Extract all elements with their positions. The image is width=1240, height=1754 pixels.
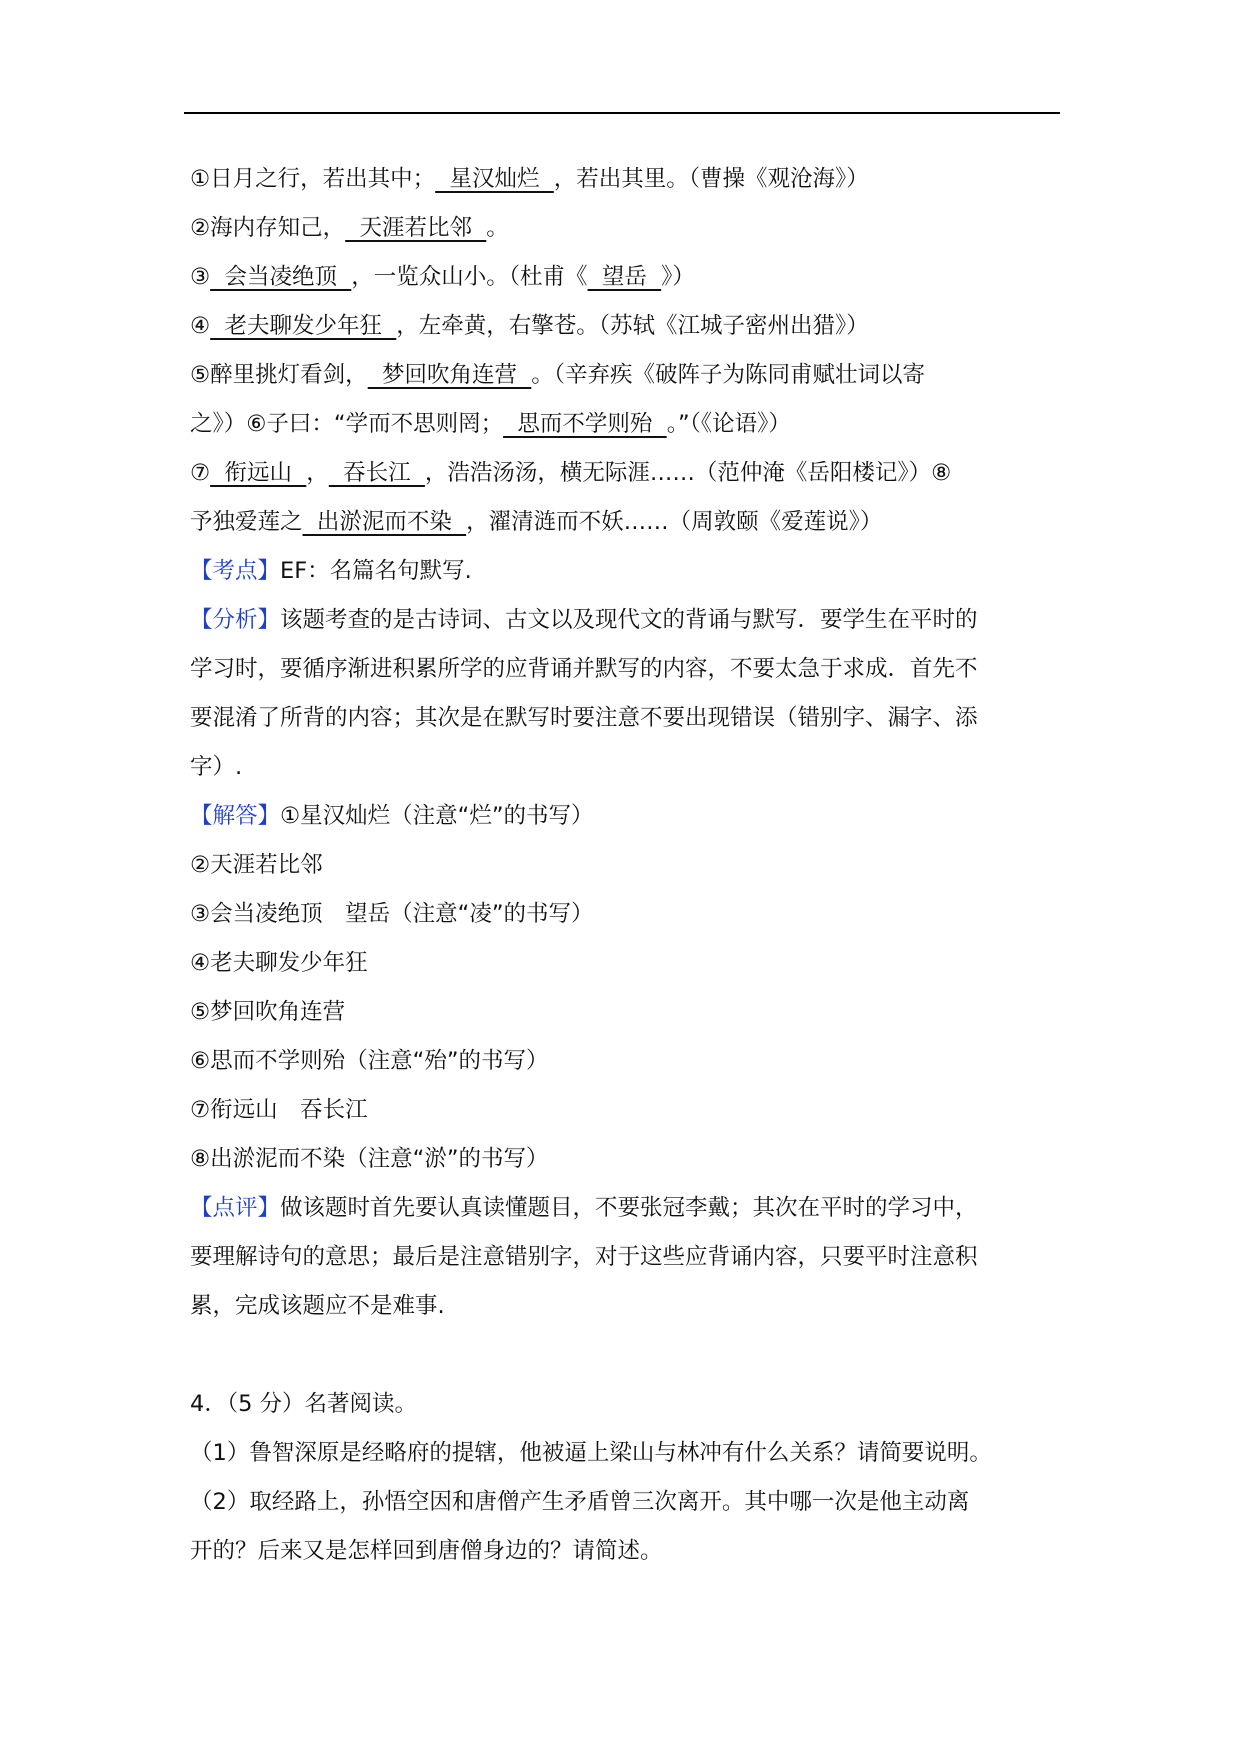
text: 。”（《论语》） [666,411,791,437]
kaodian-tag: 【考点】 [190,558,281,584]
jieda-item: ⑦衔远山 吞长江 [190,1097,368,1123]
text: ⑦ [190,460,211,486]
question-4-title: 4．（5 分）名著阅读。 [190,1391,418,1417]
fenxi-line-3: 要混淆了所背的内容；其次是在默写时要注意不要出现错误（错别字、漏字、添 [190,705,978,731]
question-4-sub-1: （1）鲁智深原是经略府的提辖，他被逼上梁山与林冲有什么关系？请简要说明。 [190,1440,992,1466]
recitation-line-2 [190,204,1052,253]
dianping-line-2: 要理解诗句的意思；最后是注意错别字，对于这些应背诵内容，只要平时注意积 [190,1244,978,1270]
recitation-line-6 [190,400,1052,449]
dianping-tag: 【点评】 [190,1195,281,1221]
fenxi-line-1 [190,596,1052,645]
fenxi-tag: 【分析】 [190,607,281,633]
answer-blank: 天涯若比邻 [345,215,487,241]
recitation-line-4 [190,302,1052,351]
answer-blank: 老夫聊发少年狂 [210,313,397,339]
answer-blank: 梦回吹角连营 [367,362,532,388]
section-spacer [190,1331,1052,1380]
jieda-item: ②天涯若比邻 [190,852,323,878]
jieda-item: ④老夫聊发少年狂 [190,950,368,976]
question-4-sub-2-line-2: 开的？后来又是怎样回到唐僧身边的？请简述。 [190,1538,663,1564]
text: 。（辛弃疾《破阵子为陈同甫赋壮词以寄 [531,362,926,388]
text: ，濯清涟而不妖……（周敦颐《爱莲说》） [466,509,883,535]
jieda-item: ③会当凌绝顶 望岳（注意“凌”的书写） [190,901,594,927]
text: ， [306,460,329,486]
text: ⑤醉里挑灯看剑， [190,362,368,388]
text: 之》）⑥子曰：“学而不思则罔； [190,411,504,437]
answer-blank: 会当凌绝顶 [210,264,352,290]
text: ，若出其里。（曹操《观沧海》） [553,166,869,192]
text: ②海内存知己， [190,215,346,241]
answer-blank: 星汉灿烂 [435,166,554,192]
text: ①日月之行，若出其中； [190,166,436,192]
question-4-sub-2-line-1: （2）取经路上，孙悟空因和唐僧产生矛盾曾三次离开。其中哪一次是他主动离 [190,1489,970,1515]
jieda-item: ⑥思而不学则殆（注意“殆”的书写） [190,1048,549,1074]
text: 》） [661,264,695,290]
recitation-line-8 [190,498,1052,547]
kaodian-text: EF：名篇名句默写. [280,558,472,584]
header-rule [184,112,1060,114]
answer-blank: 吞长江 [328,460,425,486]
recitation-line-5 [190,351,1052,400]
text: ，浩浩汤汤，横无际涯……（范仲淹《岳阳楼记》）⑧ [424,460,952,486]
text: 予独爱莲之 [190,509,303,535]
jieda-item: ①星汉灿烂（注意“烂”的书写） [280,803,594,829]
jieda-line-1 [190,792,1052,841]
fenxi-line-2: 学习时，要循序渐进积累所学的应背诵并默写的内容，不要太急于求成．首先不 [190,656,978,682]
jieda-item: ⑤梦回吹角连营 [190,999,346,1025]
answer-blank: 衔远山 [210,460,307,486]
dianping-line-3: 累，完成该题应不是难事. [190,1293,445,1319]
text: ，一览众山小。（杜甫《 [351,264,588,290]
answer-blank: 望岳 [587,264,662,290]
kaodian-section [190,547,1052,596]
recitation-line-3 [190,253,1052,302]
dianping-text: 做该题时首先要认真读懂题目，不要张冠李戴；其次在平时的学习中， [280,1195,978,1221]
answer-blank: 出淤泥而不染 [302,509,467,535]
recitation-line-1 [190,155,1052,204]
document-body [190,155,1052,1576]
jieda-tag: 【解答】 [190,803,281,829]
fenxi-line-4: 字）. [190,754,243,780]
recitation-line-7 [190,449,1052,498]
text: 。 [486,215,509,241]
jieda-item: ⑧出淤泥而不染（注意“淤”的书写） [190,1146,549,1172]
text: ④ [190,313,211,339]
text: ，左牵黄，右擎苍。（苏轼《江城子密州出猎》） [396,313,869,339]
dianping-line-1 [190,1184,1052,1233]
answer-blank: 思而不学则殆 [503,411,667,437]
text: ③ [190,264,211,290]
fenxi-text: 该题考查的是古诗词、古文以及现代文的背诵与默写．要学生在平时的 [280,607,978,633]
